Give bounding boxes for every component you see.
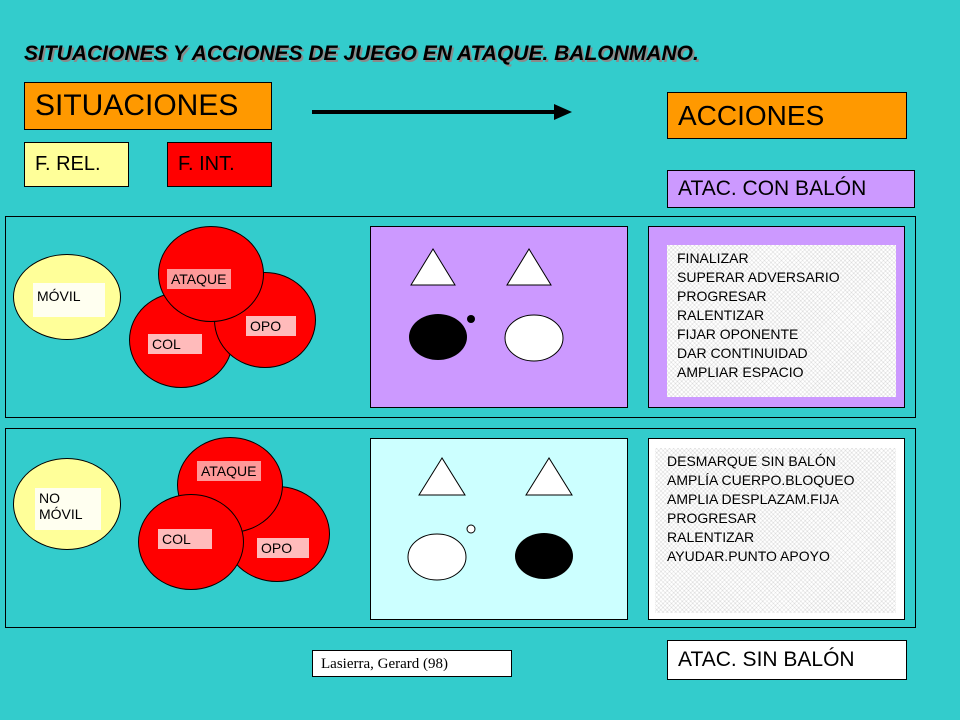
list-item: FINALIZAR — [677, 250, 749, 266]
attacker-with-ball-icon — [409, 314, 467, 360]
triangle-player-icon — [411, 249, 455, 285]
venn-opo-label: OPO — [257, 538, 309, 558]
venn-ataque-label: ATAQUE — [167, 269, 231, 289]
list-item: PROGRESAR — [677, 288, 767, 304]
f-rel-box: F. REL. — [24, 142, 129, 187]
triangle-player-icon — [526, 458, 572, 495]
list-item: AMPLIA DESPLAZAM.FIJA — [667, 491, 839, 507]
list-item: SUPERAR ADVERSARIO — [677, 269, 840, 285]
no-movil-line1: NO — [39, 490, 60, 506]
list-item: FIJAR OPONENTE — [677, 326, 799, 342]
atac-con-balon-box: ATAC. CON BALÓN — [667, 170, 915, 208]
players-diagram-con-balon — [370, 226, 628, 408]
list-item: DESMARQUE SIN BALÓN — [667, 453, 836, 469]
ball-icon — [467, 315, 475, 323]
acciones-box: ACCIONES — [667, 92, 907, 139]
defender-icon — [515, 533, 573, 579]
venn-col-label: COL — [148, 334, 202, 354]
venn-col-label: COL — [158, 529, 212, 549]
no-movil-label — [35, 488, 101, 530]
actions-list-con-balon — [667, 245, 896, 397]
triangle-player-icon — [419, 458, 465, 495]
attacker-without-ball-icon — [408, 534, 466, 580]
list-item: AMPLÍA CUERPO.BLOQUEO — [667, 472, 855, 488]
players-diagram-sin-balon — [370, 438, 628, 620]
list-item: RALENTIZAR — [677, 307, 765, 323]
f-int-box: F. INT. — [167, 142, 272, 187]
list-item: AYUDAR.PUNTO APOYO — [667, 548, 830, 564]
list-item: DAR CONTINUIDAD — [677, 345, 808, 361]
venn-ataque-label: ATAQUE — [197, 461, 261, 481]
triangle-player-icon — [507, 249, 551, 285]
page-title: SITUACIONES Y ACCIONES DE JUEGO EN ATAQUE. BALONMANO. — [24, 42, 699, 65]
movil-label: MÓVIL — [33, 283, 105, 317]
list-item: RALENTIZAR — [667, 529, 755, 545]
list-item: AMPLIAR ESPACIO — [677, 364, 804, 380]
list-item: PROGRESAR — [667, 510, 757, 526]
situaciones-box: SITUACIONES — [24, 82, 272, 130]
arrow-right-icon — [310, 100, 572, 124]
no-movil-line2: MÓVIL — [39, 506, 83, 522]
actions-list-sin-balon — [655, 448, 896, 613]
defender-icon — [505, 315, 563, 361]
venn-opo-label: OPO — [246, 316, 296, 336]
credit-label: Lasierra, Gerard (98) — [312, 650, 512, 677]
ball-icon — [467, 525, 475, 533]
atac-sin-balon-box: ATAC. SIN BALÓN — [667, 640, 907, 680]
